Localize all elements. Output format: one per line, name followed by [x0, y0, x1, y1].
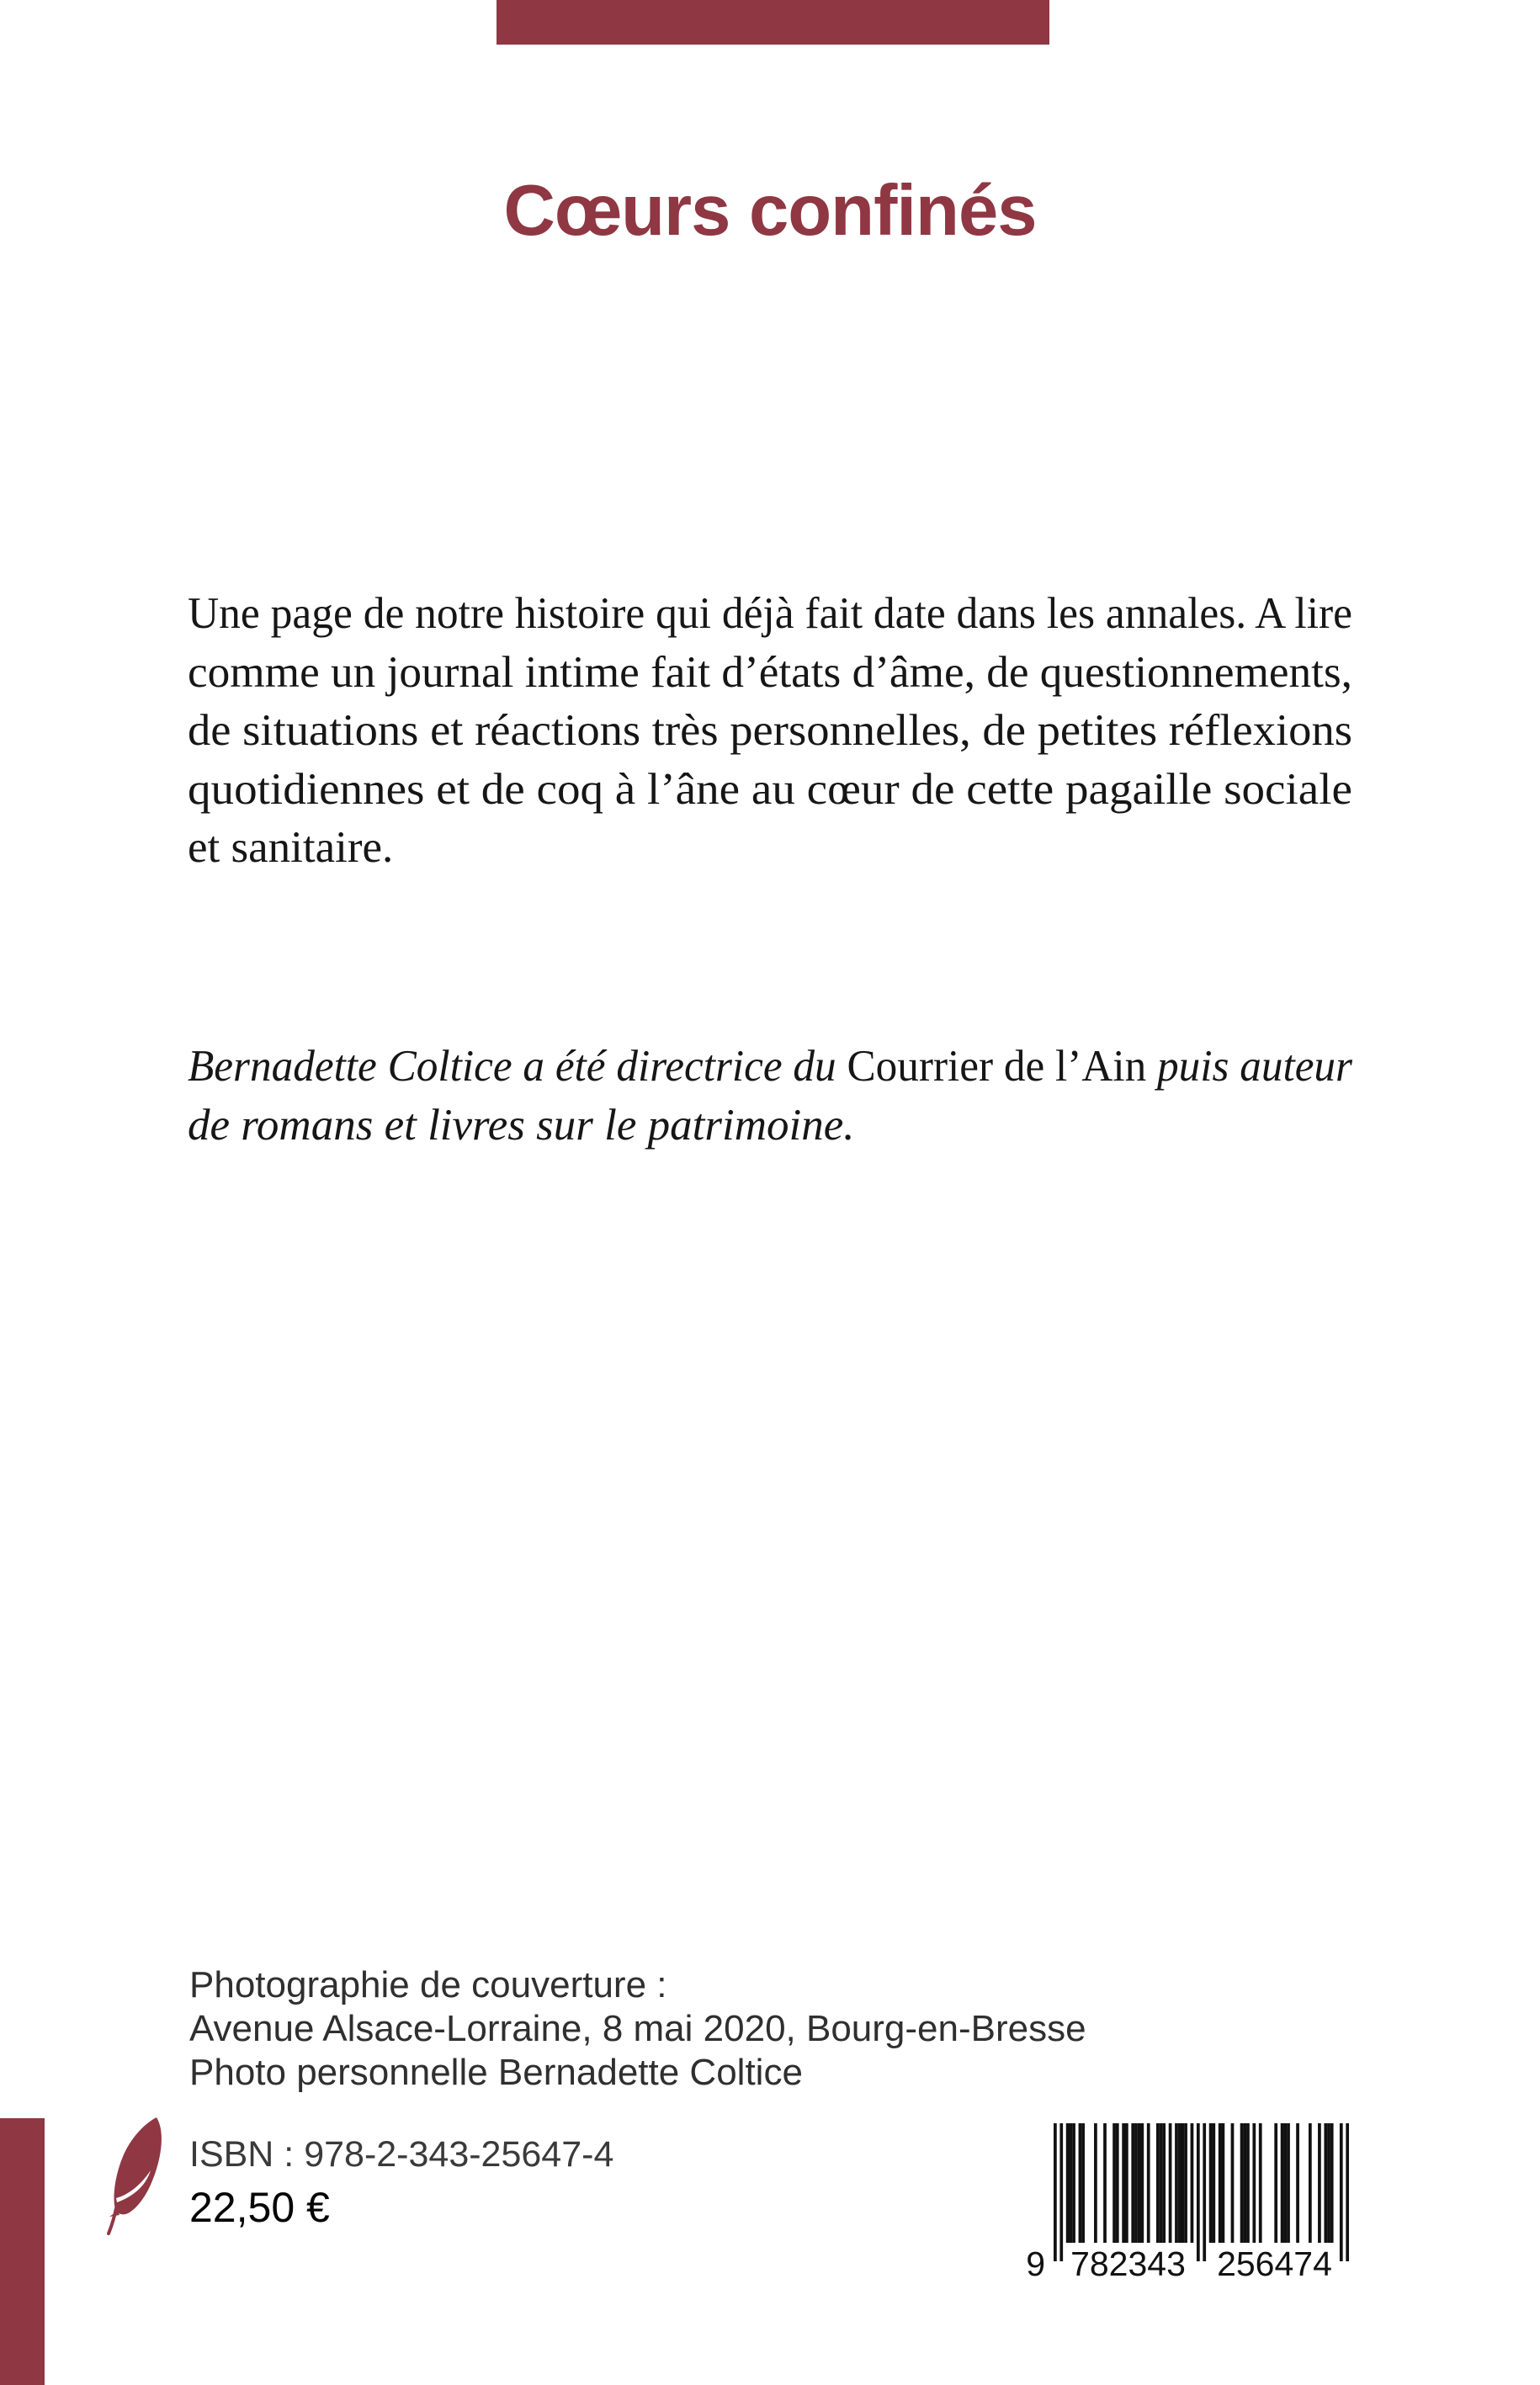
author-note-segment: de romans et livres sur le patrimoine.	[188, 1100, 855, 1150]
photo-credit-line: Photographie de couverture :	[189, 1964, 667, 2005]
barcode-digit-leading: 9	[1026, 2244, 1045, 2283]
author-note-segment: Courrier de l’Ain	[847, 1042, 1147, 1091]
author-note-segment: puis auteur	[1146, 1042, 1352, 1091]
author-note-line	[188, 1038, 1352, 1097]
synopsis-paragraph	[188, 585, 1352, 878]
author-note	[188, 1038, 1352, 1155]
synopsis-line: de situations et réactions très personnelles, de petites réflexions	[188, 706, 1352, 755]
ean13-barcode	[1026, 2123, 1349, 2292]
barcode-digits-right: 256474	[1217, 2244, 1332, 2283]
book-title: Cœurs confinés	[503, 171, 1037, 251]
author-note-segment: Bernadette Coltice a été directrice du	[188, 1042, 847, 1091]
synopsis-line: Une page de notre histoire qui déjà fait date dans les annales. A lire	[188, 589, 1352, 638]
top-accent-bar	[497, 0, 1049, 45]
synopsis-line: comme un journal intime fait d’états d’âme, de questionnements,	[188, 647, 1353, 697]
photo-credit-line: Avenue Alsace-Lorraine, 8 mai 2020, Bourg-en-Bresse	[189, 2008, 1086, 2049]
price-text: 22,50 €	[189, 2184, 330, 2231]
spine-accent-bar	[0, 2118, 45, 2385]
publisher-quill-feather-icon	[106, 2114, 172, 2239]
barcode-bars	[1054, 2123, 1349, 2261]
photo-credit	[189, 1963, 1086, 2095]
synopsis-line: et sanitaire.	[188, 823, 394, 872]
author-note-line	[188, 1097, 1352, 1155]
barcode-digits-left: 782343	[1070, 2244, 1186, 2283]
isbn-text: ISBN : 978-2-343-25647-4	[189, 2134, 614, 2175]
synopsis-line: quotidiennes et de coq à l’âne au cœur de cette pagaille sociale	[188, 764, 1352, 814]
photo-credit-line: Photo personnelle Bernadette Coltice	[189, 2052, 803, 2093]
